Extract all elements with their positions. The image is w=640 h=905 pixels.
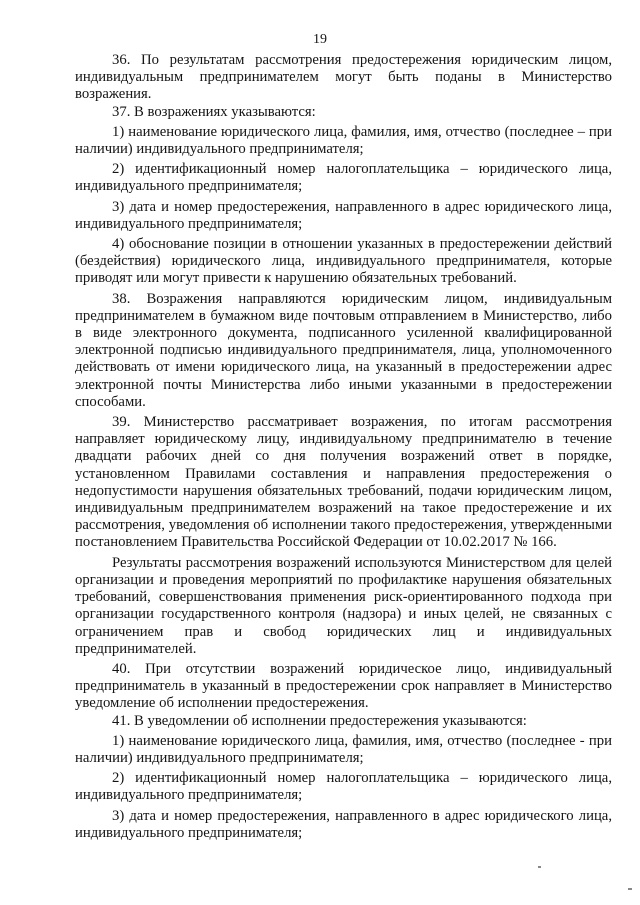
paragraph-41-item-1: 1) наименование юридического лица, фамилия, имя, отчество (последнее - при наличии) индивидуального предпринимателя; — [75, 732, 612, 766]
paragraph-38: 38. Возражения направляются юридическим лицом, индивидуальным предпринимателем в бумажном виде почтовым отправлением в Министерство, либо в виде электронного документа, подписанного усиленной квалифицированной электронной подписью индивидуального предпринимателя, лица, уполномоченного действовать от имени юридического лица, на указанный в предостережении адрес электронной почты Министерства либо иными указанными в предостережении способами. — [75, 290, 612, 410]
page-number: 19 — [313, 32, 327, 47]
paragraph-41: 41. В уведомлении об исполнении предостережения указываются: — [112, 712, 527, 729]
paragraph-41-item-2: 2) идентификационный номер налогоплательщика – юридического лица, индивидуального предпринимателя; — [75, 770, 612, 804]
scan-speck — [628, 888, 632, 890]
paragraph-36: 36. По результатам рассмотрения предостережения юридическим лицом, индивидуальным предпринимателем могут быть поданы в Министерство возражения. — [75, 52, 612, 103]
document-body — [75, 52, 612, 842]
paragraph-40: 40. При отсутствии возражений юридическое лицо, индивидуальный предприниматель в указанный в предостережении срок направляет в Министерство уведомление об исполнении предостережения. — [75, 660, 612, 712]
paragraph-37-item-3: 3) дата и номер предостережения, направленного в адрес юридического лица, индивидуального предпринимателя; — [75, 198, 612, 232]
scan-speck — [538, 866, 541, 868]
paragraph-39: 39. Министерство рассматривает возражения, по итогам рассмотрения направляет юридическому лицу, индивидуальному предпринимателю в течение двадцати рабочих дней со дня получения возражений ответ в порядке, установленном Правилами составления и направления предостережения о недопустимости нарушения обязательных требований, подачи юридическим лицом, индивидуальным предпринимателем возражений на такое предостережение и их рассмотрения, уведомления об исполнении такого предостережения, утвержденными постановлением Правительства Российской Федерации от 10.02.2017 № 166. — [75, 414, 612, 551]
paragraph-37-item-1: 1) наименование юридического лица, фамилия, имя, отчество (последнее – при наличии) индивидуального предпринимателя; — [75, 123, 612, 158]
paragraph-37-item-4: 4) обоснование позиции в отношении указанных в предостережении действий (бездействия) юридического лица, индивидуального предпринимателя, которые приводят или могут привести к нарушению обязательных требований. — [75, 236, 612, 287]
paragraph-37: 37. В возражениях указываются: — [112, 103, 316, 120]
paragraph-37-item-2: 2) идентификационный номер налогоплательщика – юридического лица, индивидуального предпринимателя; — [75, 161, 612, 195]
paragraph-41-item-3: 3) дата и номер предостережения, направленного в адрес юридического лица, индивидуального предпринимателя; — [75, 807, 612, 841]
paragraph-39-results: Результаты рассмотрения возражений используются Министерством для целей организации и проведения мероприятий по профилактике нарушения обязательных требований, совершенствования применения риск-ориентированного подхода при организации государственного контроля (надзора) и иных целей, не связанных с ограничением прав и свобод юридических лиц и индивидуальных предпринимателей. — [75, 554, 612, 657]
